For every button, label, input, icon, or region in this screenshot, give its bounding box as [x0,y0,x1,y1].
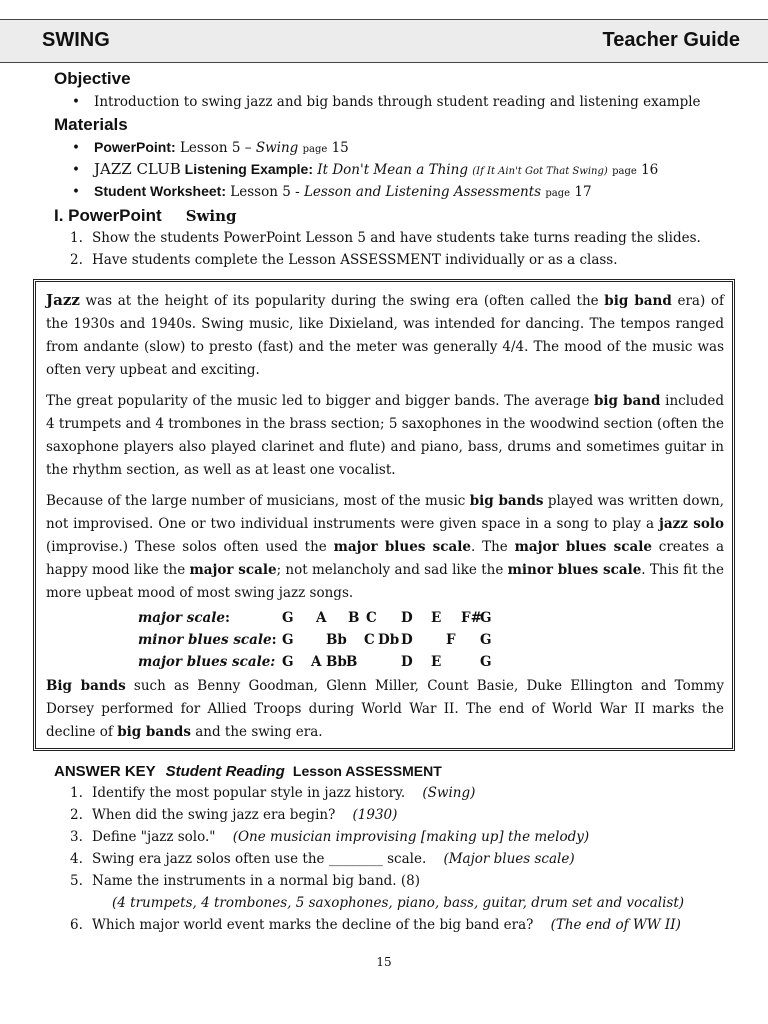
scale-note: G [480,654,492,670]
scale-table [46,607,724,675]
scale-note: Bb [326,654,347,670]
scale-note: B [346,654,358,670]
scale-label: major scale: [138,610,231,626]
scale-note: F# [461,610,482,626]
scale-note: F [446,632,456,648]
scale-note: B [348,610,360,626]
scale-note: G [282,654,294,670]
scale-note: G [282,610,294,626]
answer-item: 6. Which major world event marks the decline of the big band era? (The end of WW II) [70,917,681,933]
answer-item: 3. Define "jazz solo." (One musician improvising [making up] the melody) [70,829,590,845]
answer-item: 1. Identify the most popular style in jazz history. (Swing) [70,785,476,801]
reading-paragraph: Jazz was at the height of its popularity during the swing era (often called the big band era) of the 1930s and 1940s. Swing music, like Dixieland, was intended for dancing. The tempos ranged from andante (slow) to presto (fast) and the meter was generally 4/4. The mood of the music was often very upbeat and exciting. [46,291,724,378]
scale-note: E [431,654,442,670]
scale-note: Db [378,632,400,648]
reading-box [33,279,735,751]
header-title: SWING [42,29,110,51]
scale-note: G [480,610,492,626]
scale-note: E [431,610,442,626]
objective-heading: Objective [54,69,131,88]
step-item: 2. Have students complete the Lesson ASSESSMENT individually or as a class. [70,252,618,268]
step-item: 1. Show the students PowerPoint Lesson 5 and have students take turns reading the slides. [70,230,701,246]
page-header [0,19,768,63]
answer-item: 5. Name the instruments in a normal big band. (8) [70,873,420,889]
scale-note: Bb [326,632,347,648]
reading-paragraph: Because of the large number of musicians, most of the music big bands played was written down, not improvised. One or two individual instruments were given space in a song to play a jazz solo (improvise.) These solos often used the major blues scale. The major blues scale creates a happy mood like the major scale; not melancholy and sad like the minor blues scale. This fit the more upbeat mood of most swing jazz songs. [46,493,725,601]
material-item: • PowerPoint: Lesson 5 – Swing page 15 [74,138,349,160]
scale-note: G [282,632,294,648]
reading-paragraph: Big bands such as Benny Goodman, Glenn Miller, Count Basie, Duke Ellington and Tommy Dorsey performed for Allied Troops during World War II. The end of World War II marks the decline of big bands and the swing era. [46,678,724,740]
materials-heading: Materials [54,115,128,134]
answer-key-heading: ANSWER KEY Student Reading Lesson ASSESSMENT [54,763,442,780]
objective-item: • Introduction to swing jazz and big bands through student reading and listening example [74,92,701,112]
answer-detail: (4 trumpets, 4 trombones, 5 saxophones, piano, bass, guitar, drum set and vocalist) [112,895,685,911]
scale-label: minor blues scale: [138,632,277,648]
scale-note: A [311,654,322,670]
scale-note: D [401,632,413,648]
answer-item: 2. When did the swing jazz era begin? (1930) [70,807,398,823]
answer-item: 4. Swing era jazz solos often use the ________ scale. (Major blues scale) [70,851,575,867]
scale-note: C [364,632,375,648]
header-right: Teacher Guide [602,29,740,51]
scale-note: C [366,610,377,626]
powerpoint-heading: I. PowerPoint Swing [54,206,237,225]
page-number: 15 [376,955,392,969]
scale-label: major blues scale: [138,654,276,670]
reading-paragraph: The great popularity of the music led to bigger and bigger bands. The average big band included 4 trumpets and 4 trombones in the brass section; 5 saxophones in the woodwind section (often the saxophone players also played clarinet and flute) and piano, bass, drums and sometimes guitar in the rhythm section, as well as at least one vocalist. [46,393,724,478]
material-item: • Student Worksheet: Lesson 5 - Lesson and Listening Assessments page 17 [74,182,592,204]
scale-note: A [316,610,327,626]
material-item: • JAZZ CLUB Listening Example: It Don't Mean a Thing (If It Ain't Got That Swing) page 16 [74,160,658,182]
scale-note: G [480,632,492,648]
scale-note: D [401,610,413,626]
scale-note: D [401,654,413,670]
